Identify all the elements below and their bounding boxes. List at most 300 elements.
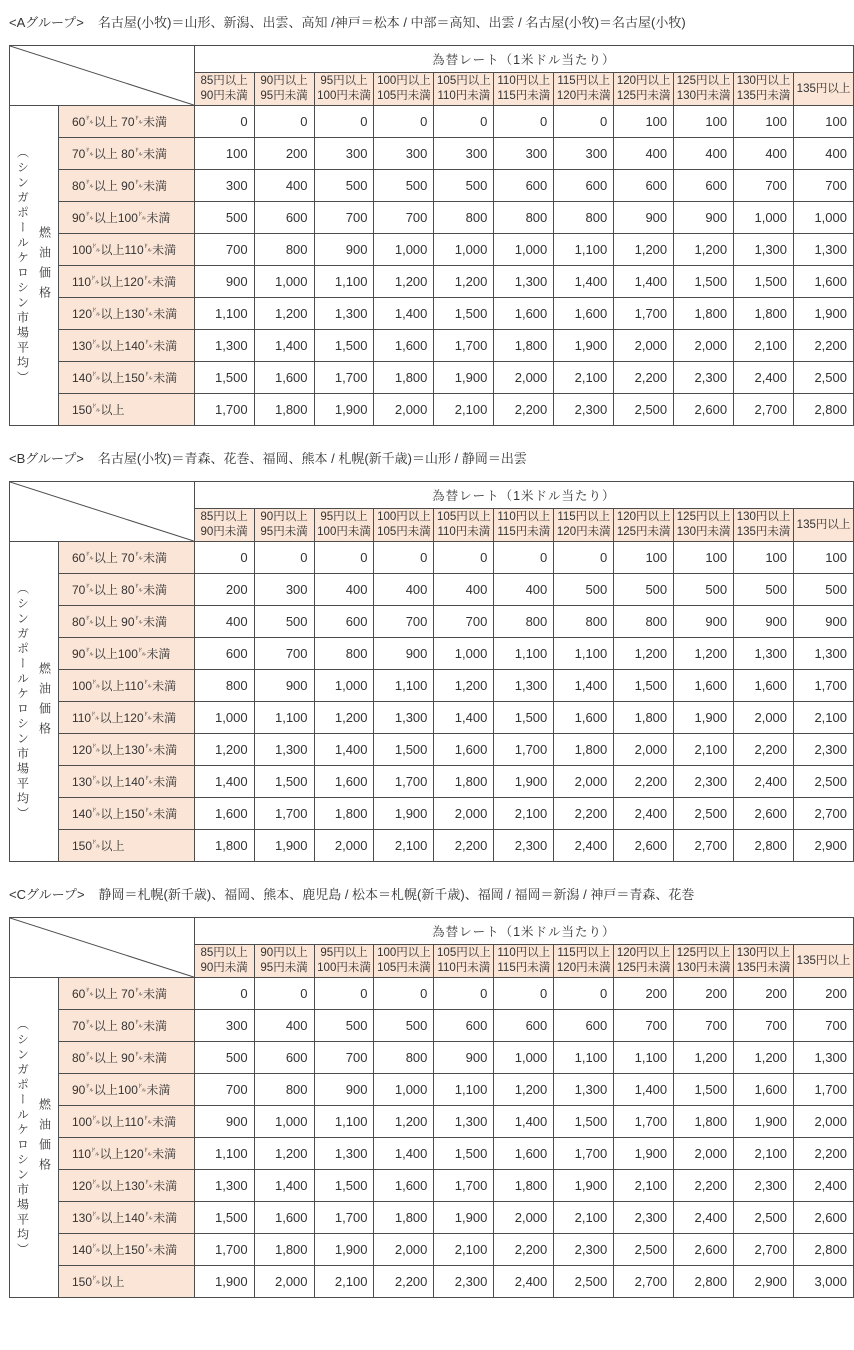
col-header-3: 100円以上 105円未満 bbox=[374, 945, 434, 978]
surcharge-value-r9-c4: 2,200 bbox=[434, 830, 494, 862]
col-header-7: 120円以上 125円未満 bbox=[614, 509, 674, 542]
surcharge-value-r0-c3: 0 bbox=[374, 978, 434, 1010]
surcharge-value-r9-c8: 2,600 bbox=[674, 394, 734, 426]
surcharge-value-r1-c8: 500 bbox=[674, 574, 734, 606]
surcharge-value-r2-c9: 900 bbox=[734, 606, 794, 638]
col-header-8: 125円以上 130円未満 bbox=[674, 73, 734, 106]
surcharge-value-r1-c0: 200 bbox=[194, 574, 254, 606]
group-b-table-container bbox=[9, 481, 854, 862]
surcharge-value-r8-c8: 2,300 bbox=[674, 362, 734, 394]
row-header-7: 130㌦以上140㌦未満 bbox=[58, 766, 194, 798]
group-section-a bbox=[9, 14, 854, 426]
group-c-routes: 静岡＝札幌(新千歳)、福岡、熊本、鹿児島 / 松本＝札幌(新千歳)、福岡 / 福岡＝新潟 / 神戸＝青森、花巻 bbox=[98, 887, 695, 902]
row-header-0: 60㌦以上 70㌦未満 bbox=[58, 106, 194, 138]
surcharge-value-r8-c10: 2,700 bbox=[794, 798, 854, 830]
surcharge-value-r5-c7: 1,900 bbox=[614, 1138, 674, 1170]
col-header-5: 110円以上 115円未満 bbox=[494, 945, 554, 978]
table-row bbox=[10, 702, 854, 734]
col-header-10: 135円以上 bbox=[794, 945, 854, 978]
surcharge-value-r0-c6: 0 bbox=[554, 106, 614, 138]
surcharge-value-r0-c4: 0 bbox=[434, 542, 494, 574]
surcharge-value-r8-c3: 1,900 bbox=[374, 798, 434, 830]
doru-unit: ㌦ bbox=[143, 1115, 153, 1125]
surcharge-value-r7-c4: 1,700 bbox=[434, 330, 494, 362]
surcharge-value-r8-c10: 2,800 bbox=[794, 1234, 854, 1266]
surcharge-value-r4-c10: 1,700 bbox=[794, 670, 854, 702]
group-b-label: <Bグループ> bbox=[9, 451, 84, 466]
col-header-4: 105円以上 110円未満 bbox=[434, 509, 494, 542]
surcharge-value-r5-c9: 1,500 bbox=[734, 266, 794, 298]
surcharge-value-r1-c9: 700 bbox=[734, 1010, 794, 1042]
row-header-8: 140㌦以上150㌦未満 bbox=[58, 1234, 194, 1266]
surcharge-value-r9-c8: 2,800 bbox=[674, 1266, 734, 1298]
col-header-3: 100円以上 105円未満 bbox=[374, 73, 434, 106]
surcharge-value-r4-c1: 800 bbox=[254, 234, 314, 266]
surcharge-value-r6-c2: 1,500 bbox=[314, 1170, 374, 1202]
surcharge-value-r9-c3: 2,000 bbox=[374, 394, 434, 426]
surcharge-value-r1-c10: 700 bbox=[794, 1010, 854, 1042]
surcharge-value-r7-c2: 1,500 bbox=[314, 330, 374, 362]
surcharge-value-r7-c3: 1,600 bbox=[374, 330, 434, 362]
row-header-0: 60㌦以上 70㌦未満 bbox=[58, 542, 194, 574]
surcharge-value-r3-c9: 1,600 bbox=[734, 1074, 794, 1106]
surcharge-value-r2-c1: 400 bbox=[254, 170, 314, 202]
row-header-6: 120㌦以上130㌦未満 bbox=[58, 1170, 194, 1202]
surcharge-value-r5-c9: 2,100 bbox=[734, 1138, 794, 1170]
surcharge-value-r3-c9: 1,000 bbox=[734, 202, 794, 234]
surcharge-value-r3-c4: 1,100 bbox=[434, 1074, 494, 1106]
fuel-price-side-label bbox=[10, 978, 59, 1298]
exchange-rate-header: 為替レート（1米ドル当たり） bbox=[194, 46, 853, 73]
surcharge-value-r3-c5: 1,200 bbox=[494, 1074, 554, 1106]
surcharge-value-r4-c3: 1,000 bbox=[374, 234, 434, 266]
surcharge-value-r7-c8: 2,400 bbox=[674, 1202, 734, 1234]
surcharge-value-r4-c5: 1,300 bbox=[494, 670, 554, 702]
diagonal-line-icon bbox=[10, 46, 194, 105]
doru-unit: ㌦ bbox=[92, 371, 101, 381]
doru-unit: ㌦ bbox=[134, 179, 144, 189]
surcharge-value-r0-c8: 200 bbox=[674, 978, 734, 1010]
surcharge-value-r4-c9: 1,300 bbox=[734, 234, 794, 266]
row-header-1: 70㌦以上 80㌦未満 bbox=[58, 574, 194, 606]
surcharge-value-r5-c1: 1,000 bbox=[254, 266, 314, 298]
surcharge-value-r8-c0: 1,700 bbox=[194, 1234, 254, 1266]
group-c-table-container bbox=[9, 917, 854, 1298]
surcharge-value-r1-c7: 500 bbox=[614, 574, 674, 606]
surcharge-value-r2-c0: 400 bbox=[194, 606, 254, 638]
row-header-9: 150㌦以上 bbox=[58, 830, 194, 862]
surcharge-value-r6-c6: 1,900 bbox=[554, 1170, 614, 1202]
surcharge-value-r6-c4: 1,500 bbox=[434, 298, 494, 330]
surcharge-value-r3-c7: 1,400 bbox=[614, 1074, 674, 1106]
surcharge-value-r8-c6: 2,300 bbox=[554, 1234, 614, 1266]
surcharge-value-r5-c6: 1,600 bbox=[554, 702, 614, 734]
surcharge-value-r0-c4: 0 bbox=[434, 978, 494, 1010]
surcharge-value-r4-c6: 1,500 bbox=[554, 1106, 614, 1138]
surcharge-value-r9-c1: 1,900 bbox=[254, 830, 314, 862]
surcharge-value-r8-c8: 2,600 bbox=[674, 1234, 734, 1266]
surcharge-value-r0-c5: 0 bbox=[494, 106, 554, 138]
doru-unit: ㌦ bbox=[85, 1083, 94, 1093]
surcharge-value-r7-c1: 1,400 bbox=[254, 330, 314, 362]
side-label-paren: （シンガポールケロシン市場平均） bbox=[15, 581, 30, 822]
surcharge-value-r2-c10: 1,300 bbox=[794, 1042, 854, 1074]
surcharge-value-r4-c8: 1,600 bbox=[674, 670, 734, 702]
table-row bbox=[10, 830, 854, 862]
col-header-6: 115円以上 120円未満 bbox=[554, 73, 614, 106]
surcharge-value-r8-c2: 1,900 bbox=[314, 1234, 374, 1266]
group-a-routes: 名古屋(小牧)＝山形、新潟、出雲、高知 /神戸＝松本 / 中部＝高知、出雲 / 名古屋(小牧)＝名古屋(小牧) bbox=[97, 15, 686, 30]
surcharge-value-r2-c2: 500 bbox=[314, 170, 374, 202]
doru-unit: ㌦ bbox=[91, 711, 100, 721]
surcharge-value-r7-c5: 1,800 bbox=[494, 330, 554, 362]
table-row bbox=[10, 298, 854, 330]
doru-unit: ㌦ bbox=[134, 583, 144, 593]
surcharge-value-r0-c7: 100 bbox=[614, 542, 674, 574]
surcharge-value-r3-c3: 900 bbox=[374, 638, 434, 670]
diagonal-corner-cell bbox=[10, 482, 195, 542]
surcharge-value-r5-c6: 1,700 bbox=[554, 1138, 614, 1170]
surcharge-value-r6-c10: 2,400 bbox=[794, 1170, 854, 1202]
table-row bbox=[10, 1266, 854, 1298]
group-a-title bbox=[9, 14, 854, 32]
surcharge-value-r9-c6: 2,500 bbox=[554, 1266, 614, 1298]
surcharge-value-r9-c5: 2,400 bbox=[494, 1266, 554, 1298]
surcharge-value-r2-c6: 1,100 bbox=[554, 1042, 614, 1074]
table-row bbox=[10, 170, 854, 202]
col-header-2: 95円以上 100円未満 bbox=[314, 509, 374, 542]
surcharge-value-r3-c1: 800 bbox=[254, 1074, 314, 1106]
diagonal-corner-cell bbox=[10, 918, 195, 978]
surcharge-value-r5-c3: 1,300 bbox=[374, 702, 434, 734]
table-row bbox=[10, 234, 854, 266]
surcharge-value-r9-c8: 2,700 bbox=[674, 830, 734, 862]
surcharge-value-r1-c0: 300 bbox=[194, 1010, 254, 1042]
doru-unit: ㌦ bbox=[91, 1147, 100, 1157]
surcharge-value-r6-c3: 1,400 bbox=[374, 298, 434, 330]
surcharge-value-r6-c0: 1,100 bbox=[194, 298, 254, 330]
surcharge-value-r6-c3: 1,500 bbox=[374, 734, 434, 766]
surcharge-value-r5-c10: 2,200 bbox=[794, 1138, 854, 1170]
surcharge-value-r0-c1: 0 bbox=[254, 542, 314, 574]
surcharge-value-r6-c8: 2,200 bbox=[674, 1170, 734, 1202]
doru-unit: ㌦ bbox=[91, 275, 100, 285]
surcharge-value-r7-c3: 1,800 bbox=[374, 1202, 434, 1234]
surcharge-value-r0-c5: 0 bbox=[494, 542, 554, 574]
surcharge-value-r8-c9: 2,700 bbox=[734, 1234, 794, 1266]
doru-unit: ㌦ bbox=[134, 987, 144, 997]
surcharge-value-r4-c10: 1,300 bbox=[794, 234, 854, 266]
surcharge-value-r1-c9: 400 bbox=[734, 138, 794, 170]
surcharge-value-r9-c2: 1,900 bbox=[314, 394, 374, 426]
surcharge-value-r2-c3: 700 bbox=[374, 606, 434, 638]
surcharge-value-r3-c10: 1,300 bbox=[794, 638, 854, 670]
surcharge-value-r8-c1: 1,600 bbox=[254, 362, 314, 394]
surcharge-value-r5-c8: 1,900 bbox=[674, 702, 734, 734]
surcharge-value-r8-c4: 2,100 bbox=[434, 1234, 494, 1266]
surcharge-value-r1-c2: 300 bbox=[314, 138, 374, 170]
doru-unit: ㌦ bbox=[85, 1019, 94, 1029]
doru-unit: ㌦ bbox=[134, 615, 144, 625]
surcharge-value-r9-c10: 3,000 bbox=[794, 1266, 854, 1298]
surcharge-value-r6-c0: 1,200 bbox=[194, 734, 254, 766]
doru-unit: ㌦ bbox=[85, 179, 94, 189]
surcharge-value-r6-c2: 1,300 bbox=[314, 298, 374, 330]
surcharge-value-r2-c0: 300 bbox=[194, 170, 254, 202]
surcharge-value-r0-c3: 0 bbox=[374, 106, 434, 138]
col-header-6: 115円以上 120円未満 bbox=[554, 945, 614, 978]
surcharge-table-a bbox=[9, 45, 854, 426]
surcharge-value-r2-c7: 1,100 bbox=[614, 1042, 674, 1074]
surcharge-value-r7-c4: 1,800 bbox=[434, 766, 494, 798]
surcharge-value-r1-c8: 400 bbox=[674, 138, 734, 170]
doru-unit: ㌦ bbox=[85, 551, 94, 561]
surcharge-value-r6-c5: 1,600 bbox=[494, 298, 554, 330]
table-row bbox=[10, 798, 854, 830]
surcharge-value-r4-c6: 1,400 bbox=[554, 670, 614, 702]
surcharge-value-r8-c3: 2,000 bbox=[374, 1234, 434, 1266]
surcharge-value-r5-c8: 1,500 bbox=[674, 266, 734, 298]
col-header-10: 135円以上 bbox=[794, 509, 854, 542]
surcharge-value-r0-c2: 0 bbox=[314, 542, 374, 574]
side-label-main: 燃油価格 bbox=[37, 661, 52, 742]
surcharge-value-r4-c6: 1,100 bbox=[554, 234, 614, 266]
exchange-rate-header: 為替レート（1米ドル当たり） bbox=[194, 482, 853, 509]
table-row bbox=[10, 1106, 854, 1138]
col-header-0: 85円以上 90円未満 bbox=[194, 73, 254, 106]
surcharge-value-r6-c4: 1,600 bbox=[434, 734, 494, 766]
surcharge-value-r4-c7: 1,500 bbox=[614, 670, 674, 702]
surcharge-value-r6-c8: 2,100 bbox=[674, 734, 734, 766]
surcharge-value-r5-c7: 1,400 bbox=[614, 266, 674, 298]
doru-unit: ㌦ bbox=[144, 1211, 154, 1221]
table-row bbox=[10, 202, 854, 234]
surcharge-value-r4-c3: 1,100 bbox=[374, 670, 434, 702]
row-header-9: 150㌦以上 bbox=[58, 1266, 194, 1298]
surcharge-value-r9-c3: 2,100 bbox=[374, 830, 434, 862]
surcharge-value-r7-c8: 2,000 bbox=[674, 330, 734, 362]
surcharge-value-r8-c1: 1,800 bbox=[254, 1234, 314, 1266]
surcharge-value-r2-c1: 500 bbox=[254, 606, 314, 638]
doru-unit: ㌦ bbox=[92, 1243, 101, 1253]
col-header-6: 115円以上 120円未満 bbox=[554, 509, 614, 542]
surcharge-value-r4-c1: 1,000 bbox=[254, 1106, 314, 1138]
surcharge-value-r0-c4: 0 bbox=[434, 106, 494, 138]
surcharge-value-r6-c10: 1,900 bbox=[794, 298, 854, 330]
doru-unit: ㌦ bbox=[85, 1051, 94, 1061]
surcharge-value-r1-c4: 600 bbox=[434, 1010, 494, 1042]
doru-unit: ㌦ bbox=[134, 1051, 144, 1061]
group-section-b bbox=[9, 450, 854, 862]
surcharge-value-r7-c3: 1,700 bbox=[374, 766, 434, 798]
surcharge-value-r3-c7: 1,200 bbox=[614, 638, 674, 670]
surcharge-value-r4-c5: 1,000 bbox=[494, 234, 554, 266]
surcharge-value-r9-c7: 2,600 bbox=[614, 830, 674, 862]
col-header-9: 130円以上 135円未満 bbox=[734, 73, 794, 106]
doru-unit: ㌦ bbox=[92, 243, 101, 253]
doru-unit: ㌦ bbox=[92, 1275, 101, 1285]
surcharge-value-r3-c3: 700 bbox=[374, 202, 434, 234]
surcharge-value-r0-c6: 0 bbox=[554, 978, 614, 1010]
group-b-routes: 名古屋(小牧)＝青森、花巻、福岡、熊本 / 札幌(新千歳)＝山形 / 静岡＝出雲 bbox=[97, 451, 527, 466]
doru-unit: ㌦ bbox=[92, 775, 101, 785]
doru-unit: ㌦ bbox=[144, 807, 154, 817]
table-row bbox=[10, 1042, 854, 1074]
group-section-c bbox=[9, 886, 854, 1298]
surcharge-value-r8-c5: 2,000 bbox=[494, 362, 554, 394]
surcharge-value-r4-c8: 1,200 bbox=[674, 234, 734, 266]
surcharge-value-r7-c7: 2,300 bbox=[614, 1202, 674, 1234]
surcharge-value-r6-c9: 2,300 bbox=[734, 1170, 794, 1202]
surcharge-value-r7-c6: 2,100 bbox=[554, 1202, 614, 1234]
surcharge-value-r5-c5: 1,600 bbox=[494, 1138, 554, 1170]
table-row bbox=[10, 106, 854, 138]
surcharge-value-r4-c0: 900 bbox=[194, 1106, 254, 1138]
surcharge-value-r0-c9: 100 bbox=[734, 106, 794, 138]
exchange-rate-header: 為替レート（1米ドル当たり） bbox=[194, 918, 853, 945]
table-row bbox=[10, 542, 854, 574]
surcharge-value-r8-c7: 2,400 bbox=[614, 798, 674, 830]
doru-unit: ㌦ bbox=[92, 807, 101, 817]
doru-unit: ㌦ bbox=[137, 1083, 147, 1093]
surcharge-value-r3-c9: 1,300 bbox=[734, 638, 794, 670]
surcharge-value-r3-c0: 700 bbox=[194, 1074, 254, 1106]
surcharge-value-r5-c9: 2,000 bbox=[734, 702, 794, 734]
surcharge-value-r0-c7: 100 bbox=[614, 106, 674, 138]
surcharge-value-r4-c2: 1,000 bbox=[314, 670, 374, 702]
group-c-title bbox=[9, 886, 854, 904]
surcharge-value-r0-c0: 0 bbox=[194, 978, 254, 1010]
surcharge-value-r3-c7: 900 bbox=[614, 202, 674, 234]
doru-unit: ㌦ bbox=[143, 243, 153, 253]
surcharge-value-r6-c1: 1,200 bbox=[254, 298, 314, 330]
row-header-1: 70㌦以上 80㌦未満 bbox=[58, 1010, 194, 1042]
doru-unit: ㌦ bbox=[85, 115, 94, 125]
surcharge-value-r4-c2: 900 bbox=[314, 234, 374, 266]
surcharge-value-r1-c4: 300 bbox=[434, 138, 494, 170]
surcharge-value-r4-c10: 2,000 bbox=[794, 1106, 854, 1138]
surcharge-value-r0-c7: 200 bbox=[614, 978, 674, 1010]
group-b-title bbox=[9, 450, 854, 468]
table-row bbox=[10, 266, 854, 298]
doru-unit: ㌦ bbox=[137, 647, 147, 657]
surcharge-value-r3-c10: 1,000 bbox=[794, 202, 854, 234]
doru-unit: ㌦ bbox=[134, 115, 144, 125]
col-header-5: 110円以上 115円未満 bbox=[494, 73, 554, 106]
surcharge-value-r0-c5: 0 bbox=[494, 978, 554, 1010]
surcharge-value-r0-c10: 100 bbox=[794, 106, 854, 138]
surcharge-value-r5-c4: 1,200 bbox=[434, 266, 494, 298]
surcharge-value-r3-c6: 1,100 bbox=[554, 638, 614, 670]
surcharge-value-r3-c0: 500 bbox=[194, 202, 254, 234]
surcharge-value-r0-c0: 0 bbox=[194, 106, 254, 138]
doru-unit: ㌦ bbox=[92, 403, 101, 413]
surcharge-value-r8-c8: 2,500 bbox=[674, 798, 734, 830]
surcharge-value-r6-c7: 1,700 bbox=[614, 298, 674, 330]
col-header-10: 135円以上 bbox=[794, 73, 854, 106]
surcharge-value-r1-c4: 400 bbox=[434, 574, 494, 606]
surcharge-value-r7-c10: 2,500 bbox=[794, 766, 854, 798]
doru-unit: ㌦ bbox=[85, 987, 94, 997]
surcharge-value-r6-c7: 2,000 bbox=[614, 734, 674, 766]
surcharge-value-r7-c0: 1,400 bbox=[194, 766, 254, 798]
surcharge-value-r7-c0: 1,300 bbox=[194, 330, 254, 362]
col-header-4: 105円以上 110円未満 bbox=[434, 73, 494, 106]
surcharge-value-r8-c0: 1,500 bbox=[194, 362, 254, 394]
surcharge-value-r9-c1: 1,800 bbox=[254, 394, 314, 426]
surcharge-value-r0-c3: 0 bbox=[374, 542, 434, 574]
surcharge-value-r7-c1: 1,500 bbox=[254, 766, 314, 798]
surcharge-value-r7-c7: 2,000 bbox=[614, 330, 674, 362]
surcharge-value-r2-c3: 500 bbox=[374, 170, 434, 202]
surcharge-value-r6-c9: 1,800 bbox=[734, 298, 794, 330]
surcharge-value-r2-c10: 900 bbox=[794, 606, 854, 638]
doru-unit: ㌦ bbox=[85, 583, 94, 593]
surcharge-value-r1-c2: 500 bbox=[314, 1010, 374, 1042]
table-row bbox=[10, 1010, 854, 1042]
surcharge-value-r9-c2: 2,000 bbox=[314, 830, 374, 862]
surcharge-value-r0-c9: 200 bbox=[734, 978, 794, 1010]
col-header-4: 105円以上 110円未満 bbox=[434, 945, 494, 978]
surcharge-value-r7-c9: 2,100 bbox=[734, 330, 794, 362]
surcharge-value-r9-c1: 2,000 bbox=[254, 1266, 314, 1298]
surcharge-value-r3-c5: 1,100 bbox=[494, 638, 554, 670]
surcharge-value-r9-c5: 2,300 bbox=[494, 830, 554, 862]
row-header-7: 130㌦以上140㌦未満 bbox=[58, 330, 194, 362]
col-header-7: 120円以上 125円未満 bbox=[614, 73, 674, 106]
doru-unit: ㌦ bbox=[134, 1019, 144, 1029]
surcharge-value-r1-c10: 400 bbox=[794, 138, 854, 170]
surcharge-value-r9-c5: 2,200 bbox=[494, 394, 554, 426]
doru-unit: ㌦ bbox=[144, 1179, 154, 1189]
doru-unit: ㌦ bbox=[144, 743, 154, 753]
surcharge-value-r6-c9: 2,200 bbox=[734, 734, 794, 766]
doru-unit: ㌦ bbox=[92, 743, 101, 753]
surcharge-value-r3-c8: 1,500 bbox=[674, 1074, 734, 1106]
surcharge-value-r7-c2: 1,600 bbox=[314, 766, 374, 798]
table-row bbox=[10, 734, 854, 766]
surcharge-value-r3-c3: 1,000 bbox=[374, 1074, 434, 1106]
surcharge-value-r8-c6: 2,200 bbox=[554, 798, 614, 830]
surcharge-value-r6-c2: 1,400 bbox=[314, 734, 374, 766]
surcharge-value-r0-c8: 100 bbox=[674, 106, 734, 138]
surcharge-value-r4-c1: 900 bbox=[254, 670, 314, 702]
surcharge-value-r1-c6: 500 bbox=[554, 574, 614, 606]
row-header-5: 110㌦以上120㌦未満 bbox=[58, 266, 194, 298]
surcharge-value-r5-c4: 1,400 bbox=[434, 702, 494, 734]
doru-unit: ㌦ bbox=[92, 1211, 101, 1221]
surcharge-value-r3-c0: 600 bbox=[194, 638, 254, 670]
surcharge-value-r4-c0: 800 bbox=[194, 670, 254, 702]
doru-unit: ㌦ bbox=[92, 679, 101, 689]
table-row bbox=[10, 1170, 854, 1202]
surcharge-value-r5-c10: 2,100 bbox=[794, 702, 854, 734]
surcharge-value-r1-c10: 500 bbox=[794, 574, 854, 606]
surcharge-value-r9-c7: 2,700 bbox=[614, 1266, 674, 1298]
doru-unit: ㌦ bbox=[144, 371, 154, 381]
surcharge-value-r7-c5: 2,000 bbox=[494, 1202, 554, 1234]
surcharge-value-r5-c2: 1,300 bbox=[314, 1138, 374, 1170]
surcharge-value-r3-c8: 1,200 bbox=[674, 638, 734, 670]
doru-unit: ㌦ bbox=[143, 275, 153, 285]
surcharge-value-r9-c6: 2,400 bbox=[554, 830, 614, 862]
doru-unit: ㌦ bbox=[143, 679, 153, 689]
surcharge-value-r6-c7: 2,100 bbox=[614, 1170, 674, 1202]
doru-unit: ㌦ bbox=[92, 307, 101, 317]
surcharge-value-r4-c7: 1,700 bbox=[614, 1106, 674, 1138]
col-header-0: 85円以上 90円未満 bbox=[194, 509, 254, 542]
surcharge-value-r2-c9: 1,200 bbox=[734, 1042, 794, 1074]
